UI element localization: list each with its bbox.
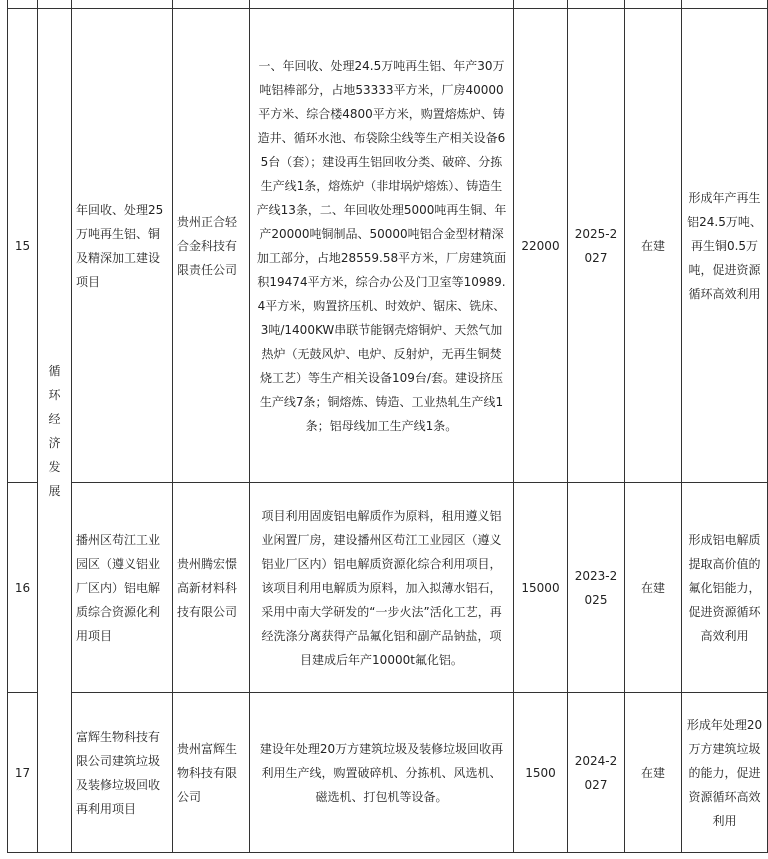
project-name: 年回收、处理25万吨再生铝、铜及精深加工建设项目 xyxy=(72,9,173,483)
construction-period: 2023-2025 xyxy=(568,483,625,693)
row-number: 15 xyxy=(8,9,38,483)
company-name: 贵州腾宏憬高新材料科技有限公司 xyxy=(173,483,250,693)
construction-period: 2025-2027 xyxy=(568,9,625,483)
cell-top-investment xyxy=(514,0,568,9)
company-name: 贵州正合轻合金科技有限责任公司 xyxy=(173,9,250,483)
project-status: 在建 xyxy=(625,9,682,483)
row-number: 17 xyxy=(8,693,38,853)
expected-effect: 形成年处理20万方建筑垃圾的能力，促进资源循环高效利用 xyxy=(682,693,768,853)
project-status: 在建 xyxy=(625,483,682,693)
project-table xyxy=(7,0,768,853)
table-row xyxy=(8,693,768,853)
company-name: 贵州富辉生物科技有限公司 xyxy=(173,693,250,853)
cell-top-company xyxy=(173,0,250,9)
cell-top-name xyxy=(72,0,173,9)
project-content: 项目利用固废铝电解质作为原料，租用遵义铝业闲置厂房，建设播州区苟江工业园区（遵义铝业厂区内）铝电解质资源化综合利用项目，该项目利用电解质为原料，加入拟薄水铝石，采用中南大学研发的“一步火法”活化工艺，再经洗涤分离获得产品氟化铝和副产品钠盐，项目建成后年产10000t氟化铝。 xyxy=(250,483,514,693)
expected-effect: 形成年产再生铝24.5万吨、再生铜0.5万吨，促进资源循环高效利用 xyxy=(682,9,768,483)
cell-top-status xyxy=(625,0,682,9)
table-row-top-fragment xyxy=(8,0,768,9)
project-name: 播州区苟江工业园区（遵义铝业厂区内）铝电解质综合资源化利用项目 xyxy=(72,483,173,693)
cell-top-period xyxy=(568,0,625,9)
table-row xyxy=(8,483,768,693)
project-content: 一、年回收、处理24.5万吨再生铝、年产30万吨铝棒部分，占地53333平方米，厂房40000平方米、综合楼4800平方米，购置熔炼炉、铸造井、循环水池、布袋除尘线等生产相关设备65台（套）；建设再生铝回收分类、破碎、分拣生产线1条，熔炼炉（非坩埚炉熔炼）、铸造生产线13条，二、年回收处理5000吨再生铜、年产20000吨铜制品、50000吨铝合金型材精深加工部分，占地28559.58平方米，厂房建筑面积19474平方米，综合办公及门卫室等10989.4平方米，购置挤压机、时效炉、锯床、铣床、3吨/1400KW串联节能钢壳熔铜炉、天然气加热炉（无鼓风炉、电炉、反射炉，无再生铜焚烧工艺）等生产相关设备109台/套。建设挤压生产线7条；铜熔炼、铸造、工业热轧生产线1条；铝母线加工生产线1条。 xyxy=(250,9,514,483)
project-content: 建设年处理20万方建筑垃圾及装修垃圾回收再利用生产线，购置破碎机、分拣机、风选机、磁选机、打包机等设备。 xyxy=(250,693,514,853)
cell-top-no xyxy=(8,0,38,9)
cell-top-category xyxy=(38,0,72,9)
project-name: 富辉生物科技有限公司建筑垃圾及装修垃圾回收再利用项目 xyxy=(72,693,173,853)
table-row xyxy=(8,9,768,483)
investment-amount: 22000 xyxy=(514,9,568,483)
construction-period: 2024-2027 xyxy=(568,693,625,853)
category-cell: 循环经济发展 xyxy=(38,9,72,853)
cell-top-effect xyxy=(682,0,768,9)
project-status: 在建 xyxy=(625,693,682,853)
row-number: 16 xyxy=(8,483,38,693)
expected-effect: 形成铝电解质提取高价值的氟化铝能力，促进资源循环高效利用 xyxy=(682,483,768,693)
investment-amount: 15000 xyxy=(514,483,568,693)
cell-top-content xyxy=(250,0,514,9)
investment-amount: 1500 xyxy=(514,693,568,853)
